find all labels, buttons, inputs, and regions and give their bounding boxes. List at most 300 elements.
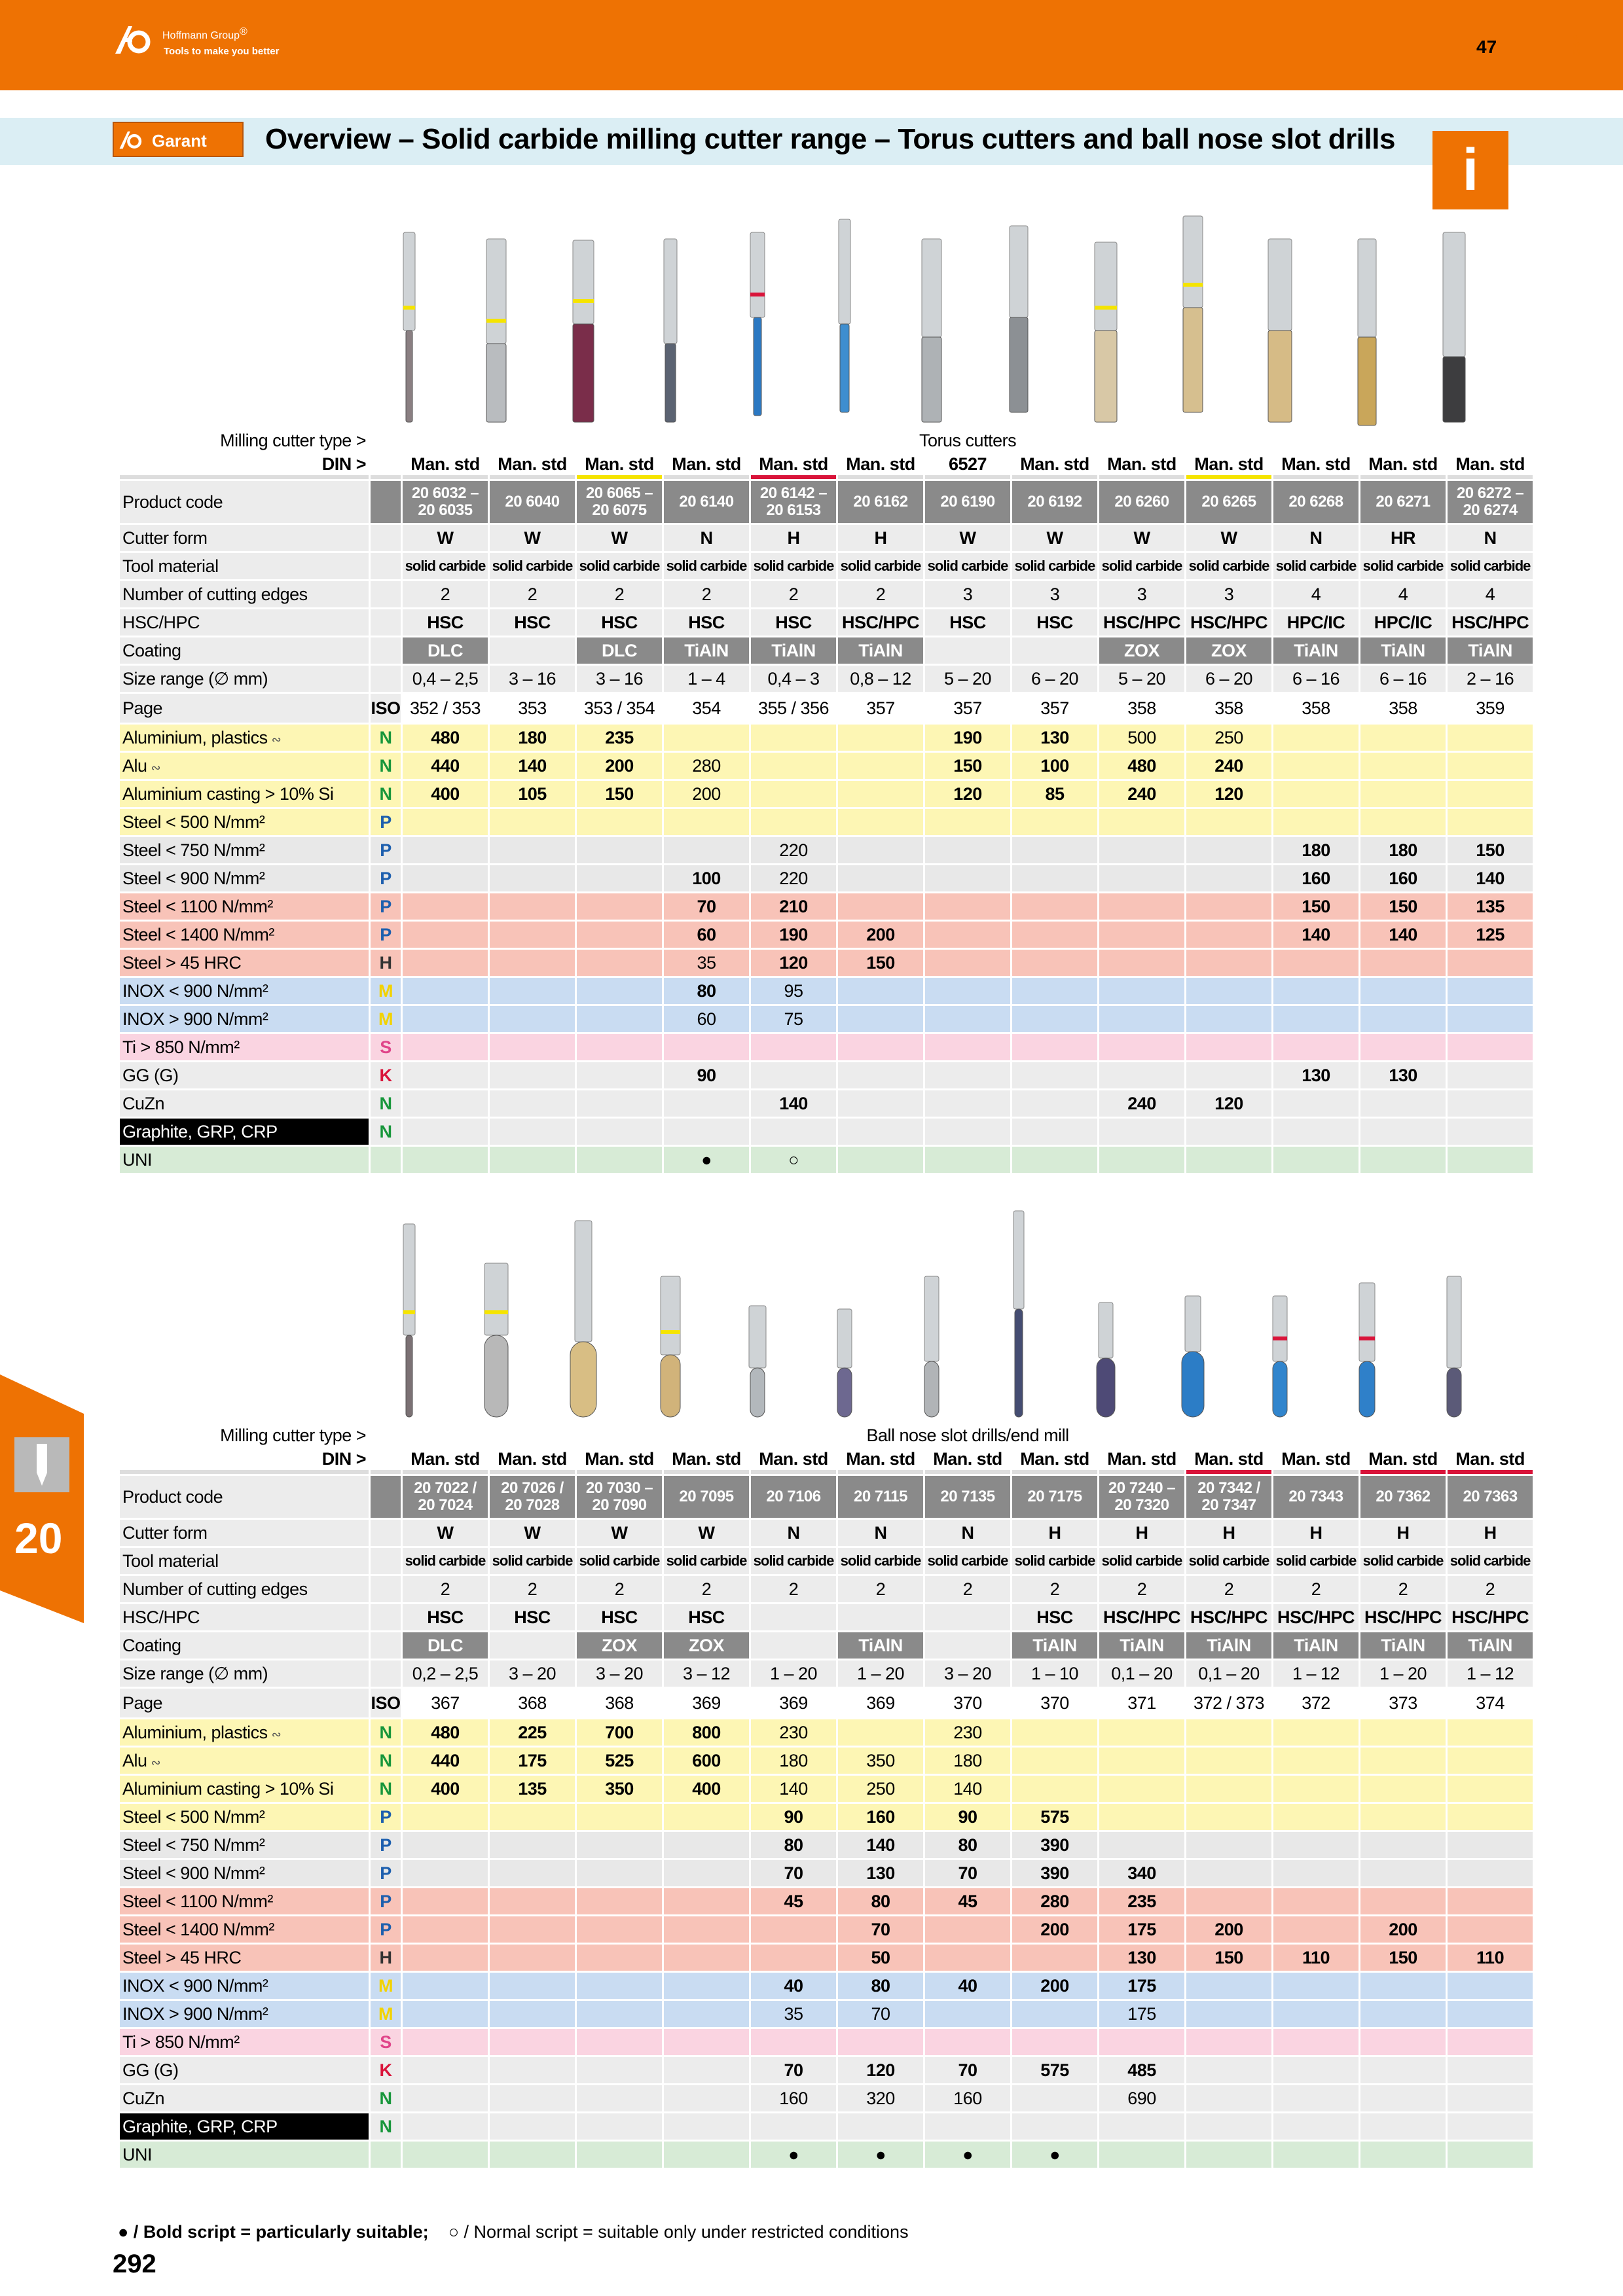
material-name [120, 2029, 369, 2055]
cutting-speed: 70 [838, 1916, 923, 1943]
cutting-speed [664, 1034, 749, 1060]
cutting-speed: 700 [577, 1719, 662, 1746]
product-code-cell: 20 6032 – 20 6035 [403, 481, 488, 523]
cutting-speed: 45 [925, 1888, 1010, 1914]
cutter-form-cell: H [838, 525, 923, 551]
cutting-speed [925, 1119, 1010, 1145]
page-ref-cell: 359 [1448, 694, 1533, 723]
hsc-hpc-cell: HSC/HPC [1273, 1604, 1359, 1630]
cutting-edges-cell: 2 [838, 581, 923, 607]
hsc-hpc-label: HSC/HPC [120, 1604, 369, 1630]
cutting-speed: 180 [490, 725, 575, 751]
cutting-speed [751, 1034, 836, 1060]
cutting-speed [1360, 1034, 1446, 1060]
cutting-speed: 440 [403, 753, 488, 779]
cutting-speed [664, 1119, 749, 1145]
cutter-form-label: Cutter form [120, 525, 369, 551]
din-cell: Man. std [1273, 453, 1359, 479]
cutting-speed [1448, 2001, 1533, 2027]
cutting-speed [577, 893, 662, 920]
cutter-form-cell: W [664, 1520, 749, 1546]
cutter-form-label: Cutter form [120, 1520, 369, 1546]
din-cell: Man. std [577, 1448, 662, 1474]
coating-cell: DLC [577, 637, 662, 664]
cutting-speed [1273, 725, 1359, 751]
cutting-speed: 120 [751, 950, 836, 976]
cutting-speed: 575 [1012, 2057, 1097, 2083]
cutting-speed: 90 [925, 1804, 1010, 1830]
material-name [120, 1090, 369, 1117]
product-code-cell: 20 7026 / 20 7028 [490, 1476, 575, 1518]
coating-cell: TiAlN [1186, 1632, 1271, 1659]
material-name [120, 1916, 369, 1943]
product-code-cell: 20 7363 [1448, 1476, 1533, 1518]
cutter-form-cell: H [1273, 1520, 1359, 1546]
tool-material-cell: solid carbide [1099, 553, 1184, 579]
cutting-speed [1360, 1090, 1446, 1117]
page-ref-cell: 358 [1099, 694, 1184, 723]
cutting-speed: 230 [751, 1719, 836, 1746]
trademark: ® [240, 26, 247, 37]
end-mill-icon [1013, 1211, 1024, 1417]
iso-group: N [371, 1748, 401, 1774]
hsc-hpc-cell: HSC/HPC [1099, 609, 1184, 636]
cutting-speed [838, 865, 923, 891]
cutting-speed: 40 [751, 1973, 836, 1999]
cutting-speed: 150 [1448, 837, 1533, 863]
cutting-speed [1448, 1804, 1533, 1830]
cutting-speed: 485 [1099, 2057, 1184, 2083]
cutting-speed [664, 2142, 749, 2168]
tool-material-cell: solid carbide [577, 553, 662, 579]
iso-group: M [371, 1973, 401, 1999]
cutting-speed [1099, 2029, 1184, 2055]
iso-group: M [371, 978, 401, 1004]
end-mill-icon [664, 239, 677, 422]
tool-material-cell: solid carbide [664, 1548, 749, 1574]
size-range-cell: 0,4 – 3 [751, 666, 836, 692]
hsc-hpc-cell: HPC/IC [1360, 609, 1446, 636]
cutting-speed: 250 [838, 1776, 923, 1802]
cutting-speed [1448, 1034, 1533, 1060]
cutting-speed: 230 [925, 1719, 1010, 1746]
size-range-cell: 2 – 16 [1448, 666, 1533, 692]
cutting-speed [1360, 978, 1446, 1004]
cutting-speed [403, 1119, 488, 1145]
cutting-speed [1273, 1034, 1359, 1060]
tool-material-cell: solid carbide [403, 1548, 488, 1574]
cutting-speed: 150 [577, 781, 662, 807]
cutting-speed [1099, 1034, 1184, 1060]
material-name [120, 922, 369, 948]
cutting-speed: 200 [664, 781, 749, 807]
cutting-speed: ○ [751, 1147, 836, 1173]
cutting-speed [1360, 1719, 1446, 1746]
material-row [120, 1776, 1533, 1802]
din-cell: Man. std [1273, 1448, 1359, 1474]
cutting-speed: 75 [751, 1006, 836, 1032]
cutting-speed [1186, 1034, 1271, 1060]
cutting-speed [1448, 1860, 1533, 1886]
material-name [120, 1062, 369, 1088]
cutting-speed: 60 [664, 1006, 749, 1032]
tool-material-cell: solid carbide [751, 553, 836, 579]
material-name [120, 978, 369, 1004]
cutting-speed [490, 865, 575, 891]
cutting-speed: 240 [1099, 1090, 1184, 1117]
cutting-speed [490, 1860, 575, 1886]
cutting-speed [403, 837, 488, 863]
tool-material-cell: solid carbide [751, 1548, 836, 1574]
size-range-label: Size range (∅ mm) [120, 1660, 369, 1687]
material-row [120, 1062, 1533, 1088]
material-label: INOX > 900 N/mm² [122, 2003, 268, 2024]
cutting-speed [664, 1832, 749, 1858]
brand-name: Hoffmann Group [162, 30, 240, 42]
cutting-speed [925, 978, 1010, 1004]
cutting-speed [1186, 865, 1271, 891]
legend-bold: ● / Bold script = particularly suitable; [118, 2222, 429, 2242]
cutting-speed [577, 1860, 662, 1886]
hsc-hpc-cell: HSC/HPC [1448, 1604, 1533, 1630]
cutting-speed [403, 893, 488, 920]
cutting-speed: 130 [1273, 1062, 1359, 1088]
material-name [120, 2057, 369, 2083]
cutting-speed: 175 [1099, 1916, 1184, 1943]
material-name [120, 1748, 369, 1774]
cutting-speed: 140 [1360, 922, 1446, 948]
cutter-form-cell: H [751, 525, 836, 551]
cutting-speed [1360, 1860, 1446, 1886]
coating-cell: TiAlN [1360, 637, 1446, 664]
tool-material-cell: solid carbide [664, 553, 749, 579]
brand-logo [113, 26, 279, 57]
cutting-speed [403, 2085, 488, 2111]
cutting-speed [925, 2029, 1010, 2055]
cutting-speed: 100 [664, 865, 749, 891]
cutting-speed [490, 2029, 575, 2055]
cutting-speed: 200 [1012, 1916, 1097, 1943]
material-row [120, 978, 1533, 1004]
cutting-speed [664, 1945, 749, 1971]
cutting-speed [1012, 950, 1097, 976]
product-code-cell: 20 7106 [751, 1476, 836, 1518]
spacer [371, 1448, 401, 1474]
spacer [371, 581, 401, 607]
tool-material-cell: solid carbide [1012, 553, 1097, 579]
cutter-form-cell: H [1360, 1520, 1446, 1546]
cutting-speed [1273, 2001, 1359, 2027]
material-row [120, 2057, 1533, 2083]
cutting-speed [1360, 1832, 1446, 1858]
legend-normal: ○ / Normal script = suitable only under restricted conditions [448, 2222, 909, 2242]
page-ref-cell: 374 [1448, 1689, 1533, 1717]
cutting-speed [1273, 1804, 1359, 1830]
size-range-cell: 0,4 – 2,5 [403, 666, 488, 692]
cutting-speed [490, 950, 575, 976]
cutting-speed [577, 978, 662, 1004]
cutter-form-cell: W [577, 525, 662, 551]
spacer [371, 525, 401, 551]
cutting-speed: 180 [1273, 837, 1359, 863]
page-ref-cell: 358 [1186, 694, 1271, 723]
material-row [120, 1090, 1533, 1117]
end-mill-icon [486, 239, 506, 422]
cutter-form-cell: N [664, 525, 749, 551]
cutter-form-cell: N [1448, 525, 1533, 551]
cutting-speed [1099, 893, 1184, 920]
end-mill-icon [1097, 1302, 1115, 1417]
cutting-speed [751, 753, 836, 779]
cutting-edges-cell: 2 [664, 1576, 749, 1602]
material-row [120, 2001, 1533, 2027]
page-ref-cell: 371 [1099, 1689, 1184, 1717]
cutting-speed [1273, 978, 1359, 1004]
cutting-speed [577, 2029, 662, 2055]
cutting-speed [403, 2029, 488, 2055]
cutting-speed: ● [751, 2142, 836, 2168]
cutting-speed: 250 [1186, 725, 1271, 751]
cutting-speed: 220 [751, 837, 836, 863]
cutting-edges-cell: 2 [1012, 1576, 1097, 1602]
din-cell: Man. std [577, 453, 662, 479]
cutting-speed [1273, 2085, 1359, 2111]
product-code-cell: 20 7030 – 20 7090 [577, 1476, 662, 1518]
cutting-edges-cell: 2 [1186, 1576, 1271, 1602]
material-name [120, 865, 369, 891]
iso-group: P [371, 1916, 401, 1943]
page-ref-cell: 369 [664, 1689, 749, 1717]
cutting-speed [1186, 1832, 1271, 1858]
product-code-cell: 20 6190 [925, 481, 1010, 523]
coating-cell: TiAlN [1448, 1632, 1533, 1659]
iso-header: ISO [371, 694, 401, 723]
cutting-speed: 70 [925, 1860, 1010, 1886]
cutting-edges-cell: 2 [403, 1576, 488, 1602]
size-range-cell: 3 – 12 [664, 1660, 749, 1687]
tool-material-label: Tool material [120, 1548, 369, 1574]
cutting-edges-cell: 2 [1360, 1576, 1446, 1602]
cutting-speed [925, 809, 1010, 835]
tool-material-cell: solid carbide [1360, 553, 1446, 579]
cutting-speed [838, 1062, 923, 1088]
material-name [120, 1719, 369, 1746]
cutting-speed: 190 [751, 922, 836, 948]
cutting-speed [664, 1916, 749, 1943]
cutting-speed: 220 [751, 865, 836, 891]
cutting-speed [1273, 1748, 1359, 1774]
cutting-speed [1448, 725, 1533, 751]
cutting-speed: 390 [1012, 1832, 1097, 1858]
chip-icon: ∾ [271, 732, 282, 746]
din-cell: Man. std [1448, 453, 1533, 479]
iso-group: N [371, 1119, 401, 1145]
iso-group: N [371, 725, 401, 751]
cutter-form-cell: N [751, 1520, 836, 1546]
cutting-speed [1273, 1147, 1359, 1173]
din-cell: Man. std [490, 453, 575, 479]
cutting-speed [1186, 1147, 1271, 1173]
cutting-speed [664, 1804, 749, 1830]
material-row [120, 1034, 1533, 1060]
coating-label: Coating [120, 1632, 369, 1659]
coating-cell: ZOX [1099, 637, 1184, 664]
cutting-speed [1099, 1062, 1184, 1088]
cutting-speed [1273, 1860, 1359, 1886]
cutting-speed: 100 [1012, 753, 1097, 779]
cutting-speed [403, 1006, 488, 1032]
iso-group: N [371, 1719, 401, 1746]
cutting-speed [925, 922, 1010, 948]
cutting-speed [403, 1804, 488, 1830]
cutting-speed [1012, 922, 1097, 948]
hoffmann-logo-icon [113, 24, 158, 56]
cutting-speed: ● [838, 2142, 923, 2168]
iso-group: N [371, 753, 401, 779]
cutting-speed [1448, 753, 1533, 779]
cutting-speed [1273, 753, 1359, 779]
coating-cell [490, 1632, 575, 1659]
cutting-speed: 70 [664, 893, 749, 920]
page-ref-cell: 357 [1012, 694, 1097, 723]
page-ref-cell: 368 [490, 1689, 575, 1717]
cutting-speed [1099, 978, 1184, 1004]
page-ref-cell: 367 [403, 1689, 488, 1717]
spacer [371, 1632, 401, 1659]
hsc-hpc-row [120, 609, 1533, 636]
page-ref-cell: 368 [577, 1689, 662, 1717]
page-ref-cell: 373 [1360, 1689, 1446, 1717]
cutting-speed [1273, 2029, 1359, 2055]
cutting-speed [1360, 950, 1446, 976]
cutter-form-cell: N [925, 1520, 1010, 1546]
cutting-speed [1448, 2142, 1533, 2168]
size-range-cell: 3 – 20 [490, 1660, 575, 1687]
cutting-edges-row [120, 581, 1533, 607]
chip-icon: ∾ [151, 761, 161, 774]
cutting-speed: ● [925, 2142, 1010, 2168]
cutting-speed [838, 1147, 923, 1173]
din-cell: Man. std [751, 453, 836, 479]
iso-group: K [371, 2057, 401, 2083]
cutting-edges-cell: 2 [577, 581, 662, 607]
cutting-speed [1186, 2085, 1271, 2111]
cutting-speed [1448, 950, 1533, 976]
cutting-speed [490, 2001, 575, 2027]
cutting-speed: 225 [490, 1719, 575, 1746]
end-mill-icon [1273, 1296, 1287, 1417]
cutting-speed [838, 837, 923, 863]
material-row [120, 1719, 1533, 1746]
cutting-speed: 150 [1273, 893, 1359, 920]
hsc-hpc-cell: HSC [751, 609, 836, 636]
material-label: INOX < 900 N/mm² [122, 1975, 268, 1996]
cutting-speed [1099, 1804, 1184, 1830]
cutting-speed [1448, 2085, 1533, 2111]
cutting-speed: 135 [490, 1776, 575, 1802]
hsc-hpc-cell: HSC [1012, 1604, 1097, 1630]
end-mill-icon [661, 1276, 680, 1417]
material-name [120, 2113, 369, 2140]
cutting-speed: 35 [751, 2001, 836, 2027]
cutting-speed [1360, 781, 1446, 807]
product-code-cell: 20 7342 / 20 7347 [1186, 1476, 1271, 1518]
tool-material-cell: solid carbide [1186, 1548, 1271, 1574]
cutting-speed [1273, 2142, 1359, 2168]
cutting-speed: 140 [751, 1776, 836, 1802]
spacer [371, 1604, 401, 1630]
iso-group: N [371, 781, 401, 807]
cutting-speed [838, 893, 923, 920]
cutting-speed: 140 [1448, 865, 1533, 891]
hsc-hpc-cell [925, 1604, 1010, 1630]
product-code-cell: 20 6271 [1360, 481, 1446, 523]
cutting-speed [403, 2001, 488, 2027]
din-cell: Man. std [1099, 1448, 1184, 1474]
cutting-speed: 90 [751, 1804, 836, 1830]
material-row [120, 1147, 1533, 1173]
cutting-speed [925, 893, 1010, 920]
cutting-edges-cell: 3 [925, 581, 1010, 607]
cutting-speed [1186, 950, 1271, 976]
cutting-speed [1012, 1147, 1097, 1173]
cutting-speed [403, 1945, 488, 1971]
hsc-hpc-cell: HSC/HPC [1099, 1604, 1184, 1630]
cutting-speed: 200 [838, 922, 923, 948]
material-label: CuZn [122, 2088, 165, 2108]
cutting-speed [1273, 2113, 1359, 2140]
size-range-cell: 1 – 12 [1448, 1660, 1533, 1687]
cutting-speed [577, 1973, 662, 1999]
material-name [120, 837, 369, 863]
tool-material-cell: solid carbide [838, 553, 923, 579]
page-ref-cell: 370 [925, 1689, 1010, 1717]
size-range-cell: 0,8 – 12 [838, 666, 923, 692]
cutting-speed: 440 [403, 1748, 488, 1774]
cutting-edges-cell: 2 [577, 1576, 662, 1602]
material-name [120, 725, 369, 751]
material-label: GG (G) [122, 2060, 179, 2080]
product-code-cell: 20 7115 [838, 1476, 923, 1518]
cutting-speed [1360, 1776, 1446, 1802]
cutting-speed [577, 1804, 662, 1830]
cutting-speed [1448, 1006, 1533, 1032]
coating-cell: TiAlN [838, 637, 923, 664]
cutting-speed [1448, 809, 1533, 835]
cutting-speed [403, 2142, 488, 2168]
tool-material-cell: solid carbide [838, 1548, 923, 1574]
cutting-speed [925, 837, 1010, 863]
cutting-speed [1012, 1006, 1097, 1032]
material-label: Graphite, GRP, CRP [122, 1121, 278, 1141]
material-label: Steel < 1100 N/mm² [122, 1891, 273, 1911]
cutting-speed [1186, 1119, 1271, 1145]
cutting-speed [577, 1147, 662, 1173]
material-name [120, 1776, 369, 1802]
coating-cell: TiAlN [751, 637, 836, 664]
cutting-speed [577, 2113, 662, 2140]
end-mill-icon [1359, 1283, 1375, 1417]
cutting-edges-cell: 3 [1099, 581, 1184, 607]
cutting-speed: 140 [490, 753, 575, 779]
cutting-speed [1186, 922, 1271, 948]
cutting-speed [1012, 1719, 1097, 1746]
size-range-row [120, 1660, 1533, 1687]
cutting-speed: 45 [751, 1888, 836, 1914]
cutting-speed [1012, 1945, 1097, 1971]
product-code-cell: 20 6265 [1186, 481, 1271, 523]
material-label: INOX > 900 N/mm² [122, 1009, 268, 1029]
